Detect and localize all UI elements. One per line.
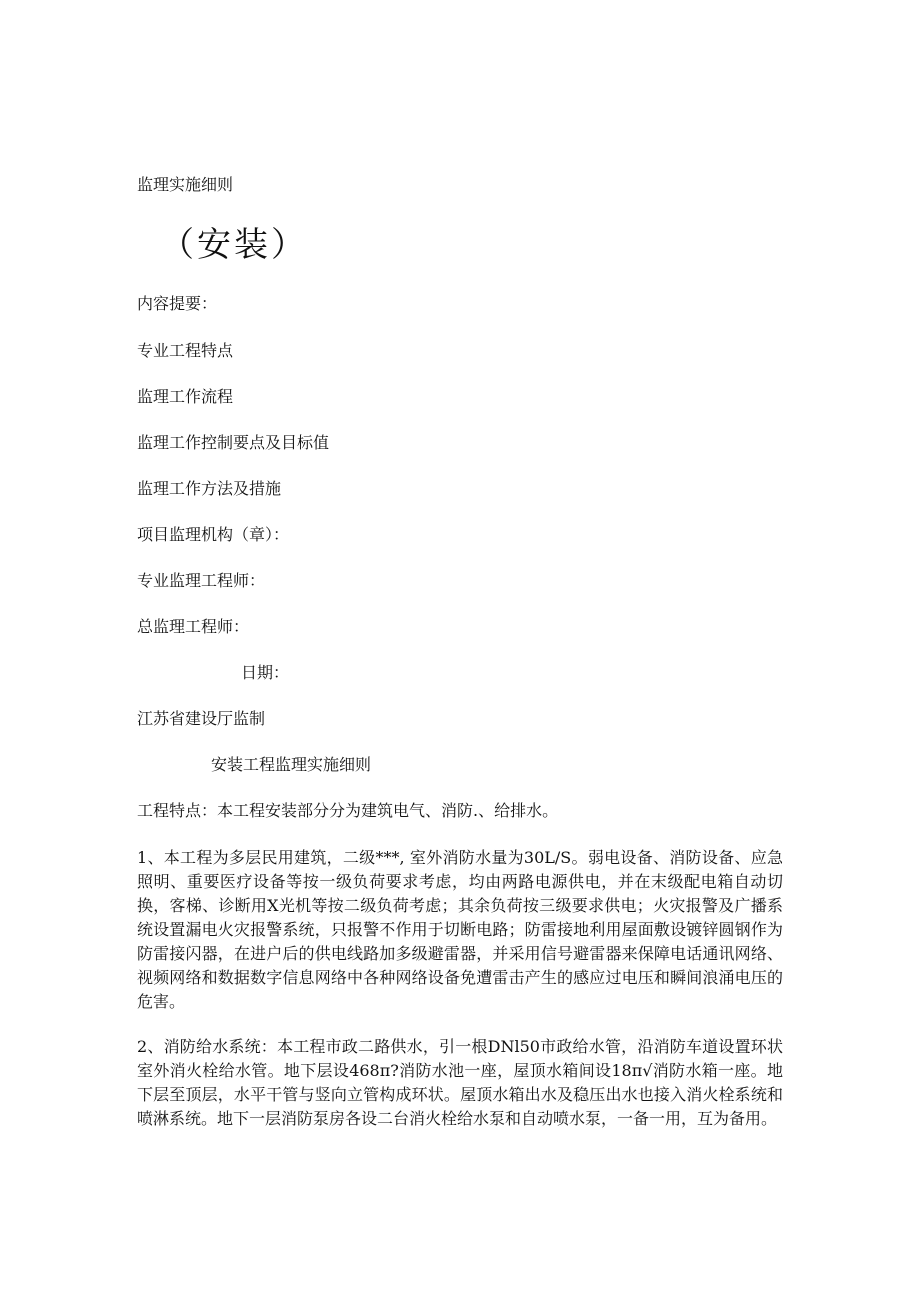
features-line: 工程特点：本工程安装部分分为建筑电气、消防.、给排水。 <box>137 801 559 820</box>
section-title: 安装工程监理实施细则 <box>211 755 372 774</box>
chief-engineer-label: 总监理工程师： <box>137 617 250 636</box>
doc-subtitle: （安装） <box>160 225 308 265</box>
date-label: 日期： <box>241 663 290 682</box>
paragraph-fire-water: 2、消防给水系统：本工程市政二路供水，引一根DNl50市政给水管，沿消防车道设置环状室外消火栓给水管。地下层设468π?消防水池一座，屋顶水箱间设18π√消防水箱一座。地下层至顶层，水平干管与竖向立管构成环状。屋顶水箱出水及稳压出水也接入消火栓系统和喷淋系统。地下一层消防泵房各设二台消火栓给水泵和自动喷水泵，一备一用，互为备用。 <box>137 1037 783 1128</box>
toc-item-workflow: 监理工作流程 <box>137 387 234 406</box>
toc-item-features: 专业工程特点 <box>137 341 234 360</box>
summary-heading: 内容提要： <box>137 294 218 313</box>
toc-item-methods: 监理工作方法及措施 <box>137 479 282 498</box>
issuer: 江苏省建设厅监制 <box>137 709 266 728</box>
toc-item-control-points: 监理工作控制要点及目标值 <box>137 433 330 452</box>
paragraph-electrical: 1、本工程为多层民用建筑，二级***, 室外消防水量为30L/S。弱电设备、消防设备、应急照明、重要医疗设备等按一级负荷要求考虑，均由两路电源供电，并在末级配电箱自动切换，客梯、诊断用X光机等按二级负荷考虑；其余负荷按三级要求供电；火灾报警及广播系统设置漏电火灾报警系统，只报警不作用于切断电路；防雷接地利用屋面敷设镀锌圆钢作为防雷接闪器，在进户后的供电线路加多级避雷器，并采用信号避雷器来保障电话通讯网络、视频网络和数据数字信息网络中各种网络设备免遭雷击产生的感应过电压和瞬间浪涌电压的危害。 <box>137 848 783 1011</box>
doc-title: 监理实施细则 <box>137 175 234 194</box>
org-label: 项目监理机构（章）： <box>137 525 290 544</box>
engineer-label: 专业监理工程师： <box>137 571 266 590</box>
